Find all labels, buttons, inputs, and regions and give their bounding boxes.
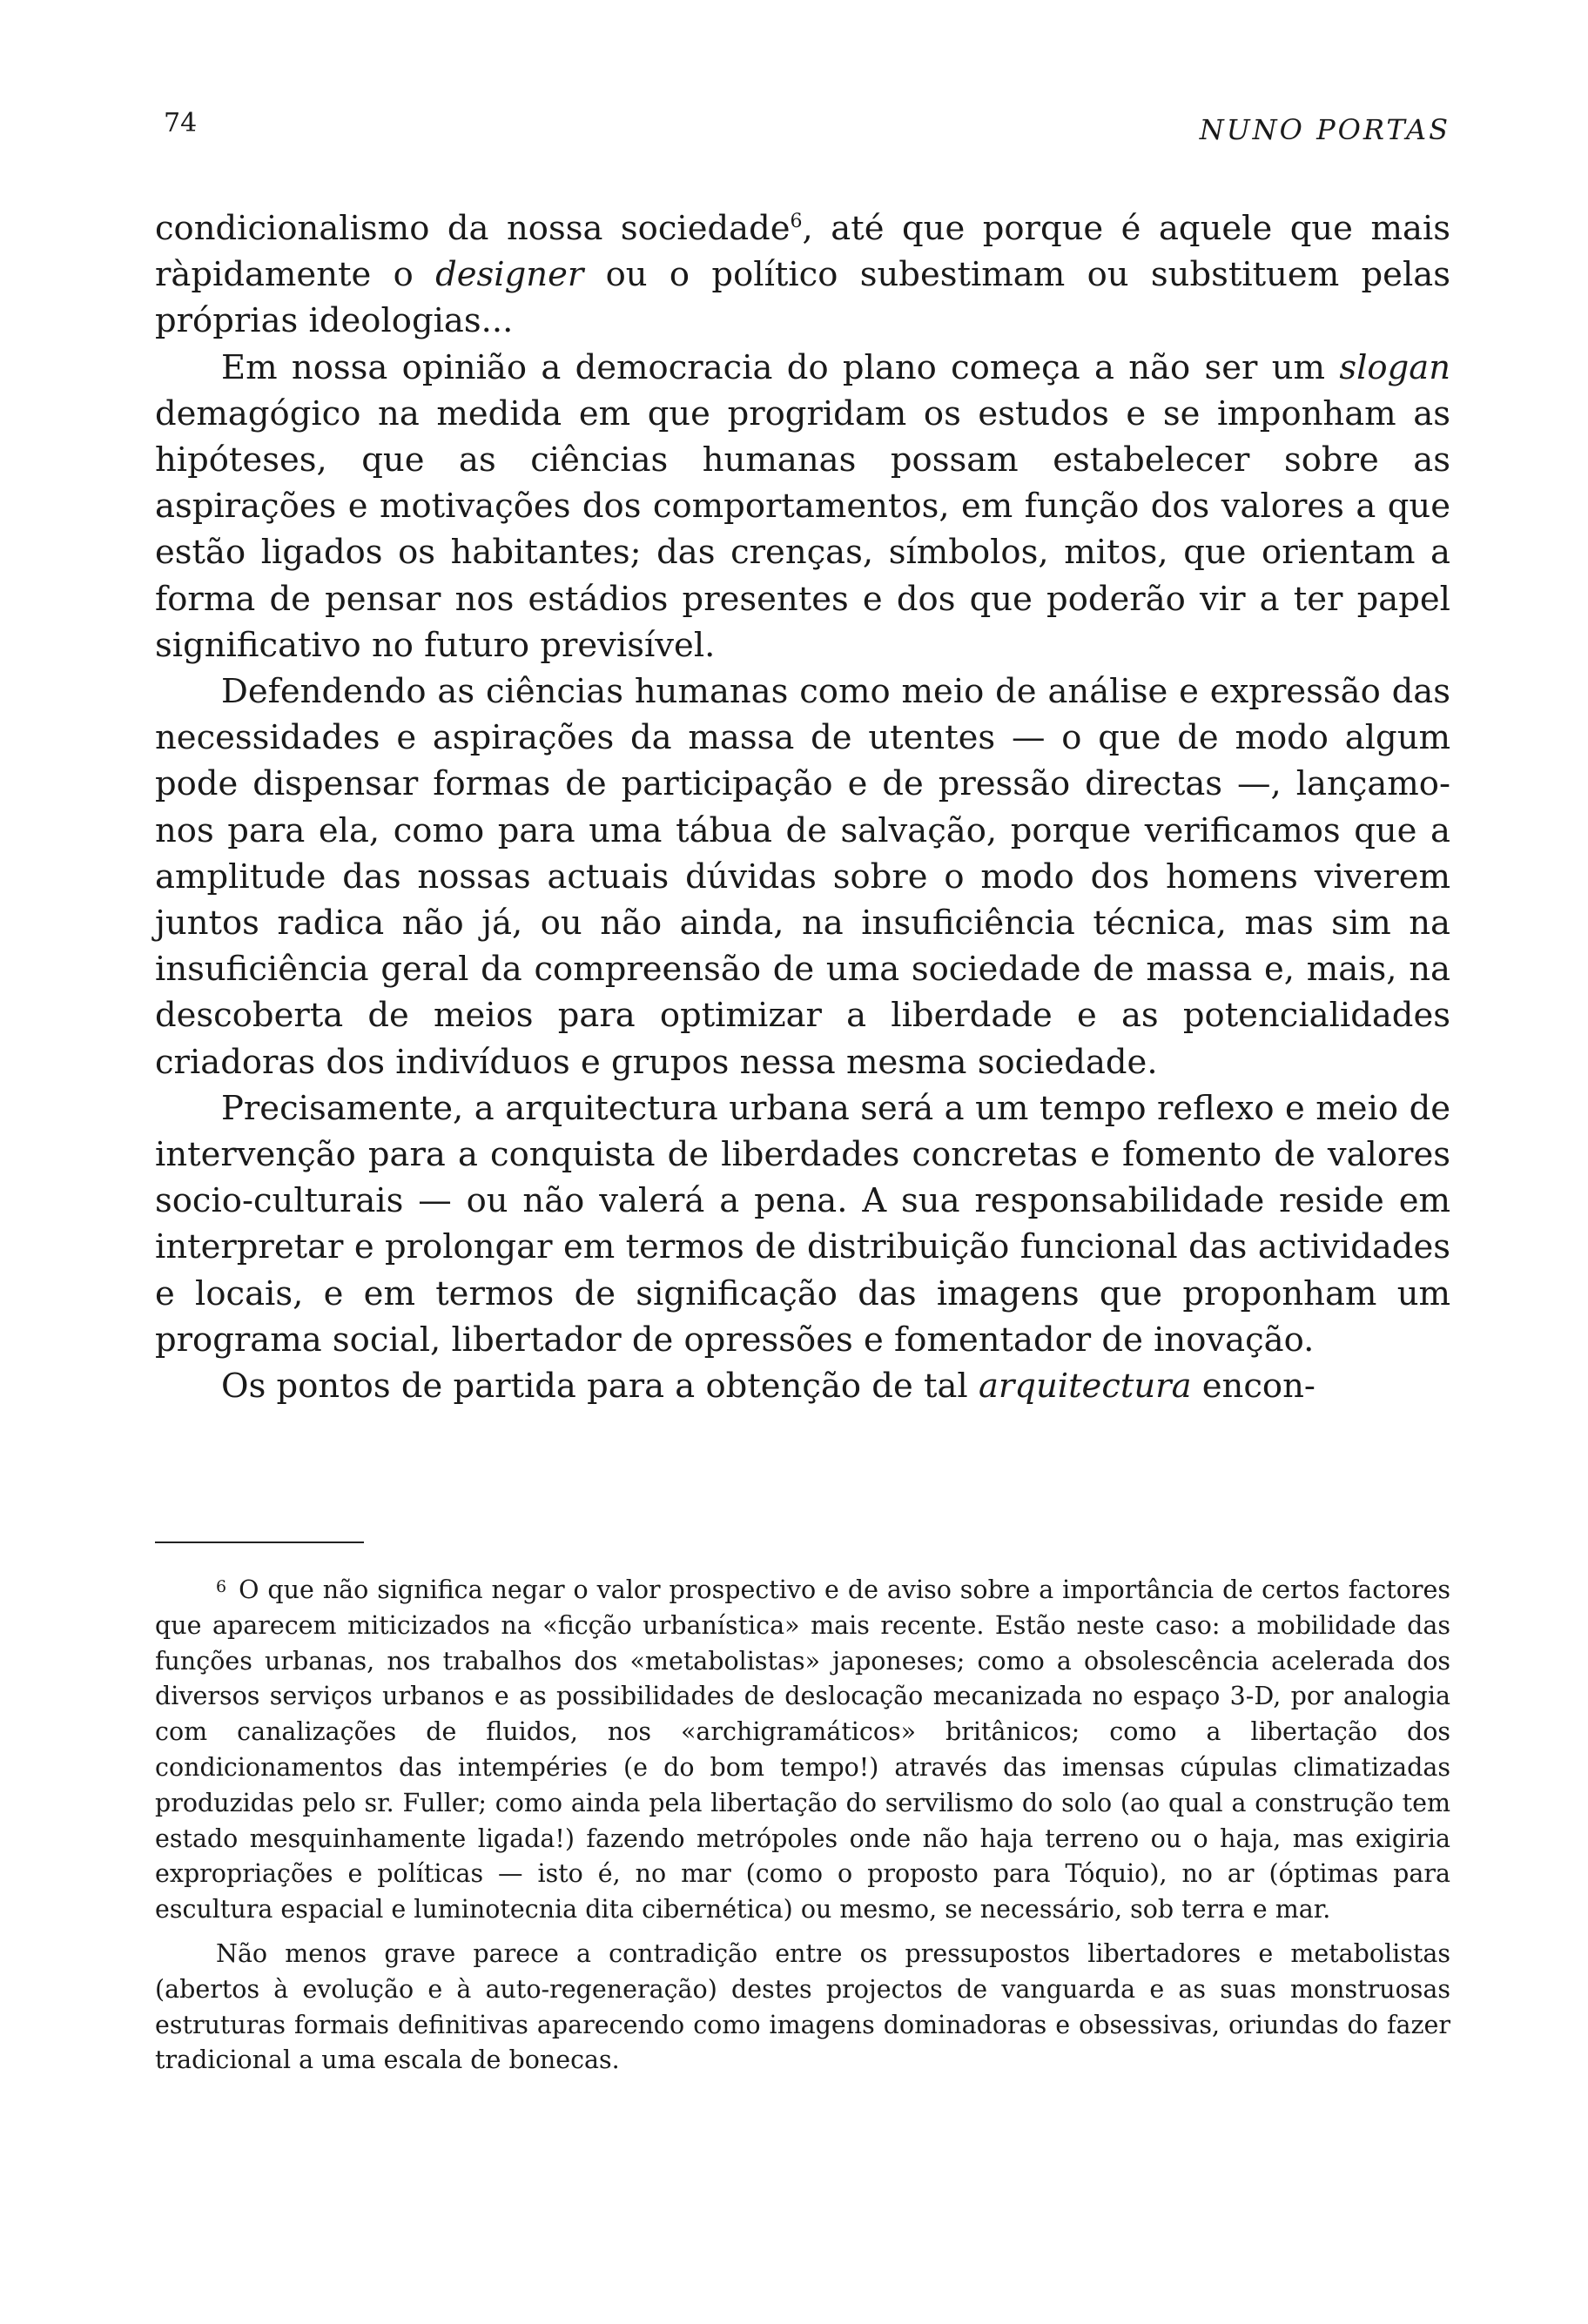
footnote	[155, 1569, 1450, 1928]
paragraph: Defendendo as ciências humanas como meio de análise e expressão das necessidades e aspirações da massa de utentes — o que de modo algum pode dispensar formas de participação e de pressão directas —, lançamo-nos para ela, como para uma tábua de salvação, porque verificamos que a amplitude das nossas actuais dúvidas sobre o modo dos homens viverem juntos radica não já, ou não ainda, na insuficiência técnica, mas sim na insuficiência geral da compreensão de uma sociedade de massa e, mais, na descoberta de meios para optimizar a liberdade e as potencialidades criadoras dos indivíduos e grupos nessa mesma sociedade.	[155, 672, 1450, 1082]
footnote-text: O que não significa negar o valor prospectivo e de aviso sobre a importância de certos factores que aparecem miticizados na «ficção urbanística» mais recente. Estão neste caso: a mobilidade das funções urbanas, nos trabalhos dos «metabolistas» japoneses; como a obsolescência acelerada dos diversos serviços urbanos e as possibilidades de deslocação mecanizada no espaço 3-D, por analogia com canalizações de fluidos, nos «archigramáticos» britânicos; como a libertação dos condicionamentos das intempéries (e do bom tempo!) através das imensas cúpulas climatizadas produzidas pelo sr. Fuller; como ainda pela libertação do servilismo do solo (ao qual a construção tem estado mesquinhamente ligada!) fazendo metrópoles onde não haja terreno ou o haja, mas exigiria expropriações e políticas — isto é, no mar (como o proposto para Tóquio), no ar (óptimas para escultura espacial e luminotecnia dita cibernética) ou mesmo, se necessário, sob terra e mar.	[155, 1575, 1450, 1924]
emphasis: slogan	[1339, 347, 1450, 387]
paragraph-text: ou o político subestimam ou substituem pelas próprias ideologias...	[155, 255, 1450, 341]
footnote-marker: 6	[216, 1577, 227, 1596]
paragraph-text: Os pontos de partida para a obtenção de tal	[221, 1367, 979, 1407]
paragraph-text: condicionalismo da nossa sociedade	[155, 209, 791, 248]
footnote-separator	[155, 1541, 364, 1543]
paragraph: Precisamente, a arquitectura urbana será a um tempo reflexo e meio de intervenção para a conquista de liberdades concretas e fomento de valores socio-culturais — ou não valerá a pena. A sua responsabilidade reside em interpretar e prolongar em termos de distribuição funcional das actividades e locais, e em termos de significação das imagens que proponham um programa social, libertador de opressões e fomentador de inovação.	[155, 1088, 1450, 1360]
footnote-reference: 6	[790, 211, 803, 232]
page-number: 74	[164, 108, 198, 138]
paragraph	[155, 1363, 1450, 1409]
paragraph-text: demagógico na medida em que progridam os estudos e se imponham as hipóteses, que as ciências humanas possam estabelecer sobre as aspirações e motivações dos comportamentos, em função dos valores a que estão ligados os habitantes; das crenças, símbolos, mitos, que orientam a forma de pensar nos estádios presentes e dos que poderão vir a ter papel significativo no futuro previsível.	[155, 393, 1450, 665]
emphasis: designer	[435, 255, 584, 295]
footnotes	[155, 1569, 1450, 2079]
book-page	[155, 0, 1450, 2324]
paragraph-text: , até que porque é aquele que mais ràpidamente o	[155, 209, 1451, 295]
running-head: NUNO PORTAS	[1199, 113, 1450, 146]
paragraph-text: encon-	[1191, 1367, 1315, 1407]
paragraph-text: Em nossa opinião a democracia do plano começa a não ser um	[221, 347, 1340, 387]
footnote-continuation: Não menos grave parece a contradição entre os pressupostos libertadores e metabolistas (abertos à evolução e à auto-regeneração) destes projectos de vanguarda e as suas monstruosas estruturas formais definitivas aparecendo como imagens dominadoras e obsessivas, oriundas do fazer tradicional a uma escala de bonecas.	[155, 1938, 1450, 2075]
paragraph	[155, 205, 1450, 345]
emphasis: arquitectura	[978, 1367, 1192, 1407]
paragraph	[155, 345, 1450, 668]
body-text	[155, 205, 1450, 1409]
